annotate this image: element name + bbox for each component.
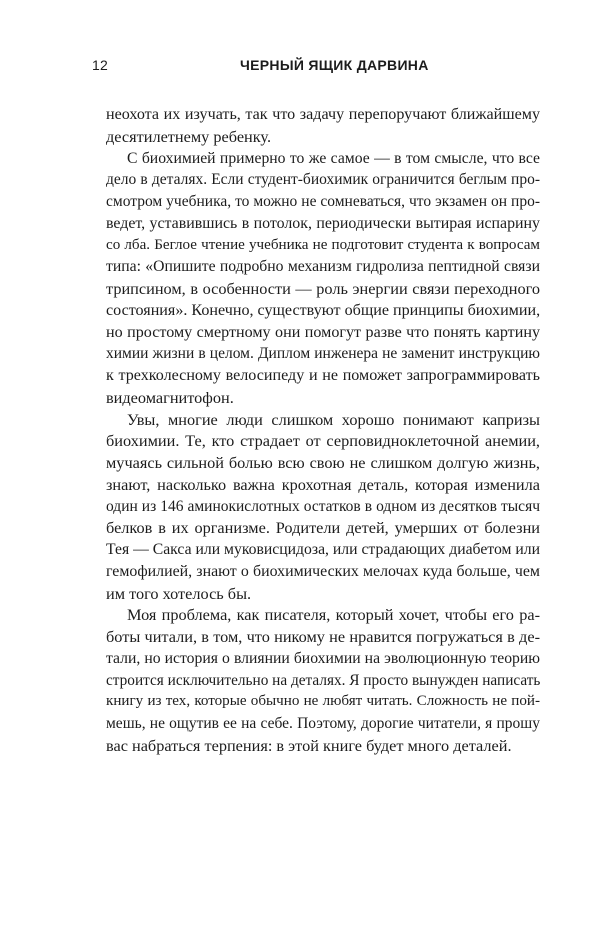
text-line: тали, но история о влиянии биохимии на эволюционную теорию: [106, 649, 540, 667]
text-line: мешь, не ощутив ее на себе. Поэтому, дорогие читатели, я прошу: [106, 715, 540, 732]
text-line: ведет, уставившись в потолок, периодически вытирая испарину: [106, 214, 540, 232]
text-line: боты читали, в том, что никому не нравится погружаться в де-: [106, 627, 540, 646]
running-header: [0, 57, 614, 77]
paragraph: [106, 148, 540, 409]
text-line: со лба. Беглое чтение учебника не подготовит студента к вопросам: [106, 236, 540, 253]
body-text: [106, 104, 540, 757]
text-line: строится исключительно на деталях. Я просто вынужден написать: [106, 671, 541, 689]
text-line: трипсином, в особенности — роль энергии связи переходного: [106, 279, 540, 298]
text-line: биохимии. Те, кто страдает от серповидноклеточной анемии,: [106, 431, 540, 451]
text-line: знают, насколько важна крохотная деталь, которая изменила: [106, 474, 540, 494]
text-line: книгу из тех, которые обычно не любят читать. Сложность не пой-: [106, 693, 540, 710]
book-title: ЧЕРНЫЙ ЯЩИК ДАРВИНА: [240, 57, 429, 73]
text-line: Тея — Сакса или муковисцидоза, или страдающих диабетом или: [106, 541, 540, 558]
text-line: белков в их организме. Родители детей, умерших от болезни: [106, 518, 540, 538]
text-line: Моя проблема, как писателя, который хочет, чтобы его ра-: [127, 605, 540, 625]
paragraph: [106, 409, 540, 605]
text-line: химии жизни в целом. Диплом инженера не заменит инструкцию: [106, 345, 540, 363]
text-line: гемофилией, знают о биохимических мелочах куда больше, чем: [106, 562, 540, 580]
page-number: 12: [92, 57, 108, 73]
text-line: один из 146 аминокислотных остатков в одном из десятков тысяч: [106, 497, 540, 515]
text-line: дело в деталях. Если студент-биохимик ограничится беглым про-: [106, 171, 540, 189]
text-line: состояния». Конечно, существуют общие принципы биохимии,: [106, 301, 541, 319]
paragraph: [106, 104, 540, 148]
paragraph: [106, 604, 540, 756]
text-line: им того хотелось бы.: [106, 583, 252, 603]
text-line: вас набраться терпения: в этой книге будет много деталей.: [106, 735, 512, 755]
text-line: но простому смертному они помогут разве что понять картину: [106, 323, 540, 341]
text-line: видеомагнитофон.: [106, 387, 234, 407]
text-line: типа: «Опишите подробно механизм гидролиза пептидной связи: [106, 258, 540, 276]
text-line: десятилетнему ребенку.: [106, 126, 272, 146]
text-line: к трехколесному велосипеду и не поможет запрограммировать: [106, 367, 540, 384]
text-line: Увы, многие люди слишком хорошо понимают капризы: [127, 409, 540, 429]
text-line: неохота их изучать, так что задачу перепоручают ближайшему: [106, 106, 540, 123]
text-line: мучаясь сильной болью всю свою не слишком долгую жизнь,: [106, 453, 540, 472]
text-line: С биохимией примерно то же самое — в том смысле, что все: [127, 149, 540, 167]
text-line: смотром учебника, то можно не сомневаться, что экзамен он про-: [106, 193, 540, 210]
